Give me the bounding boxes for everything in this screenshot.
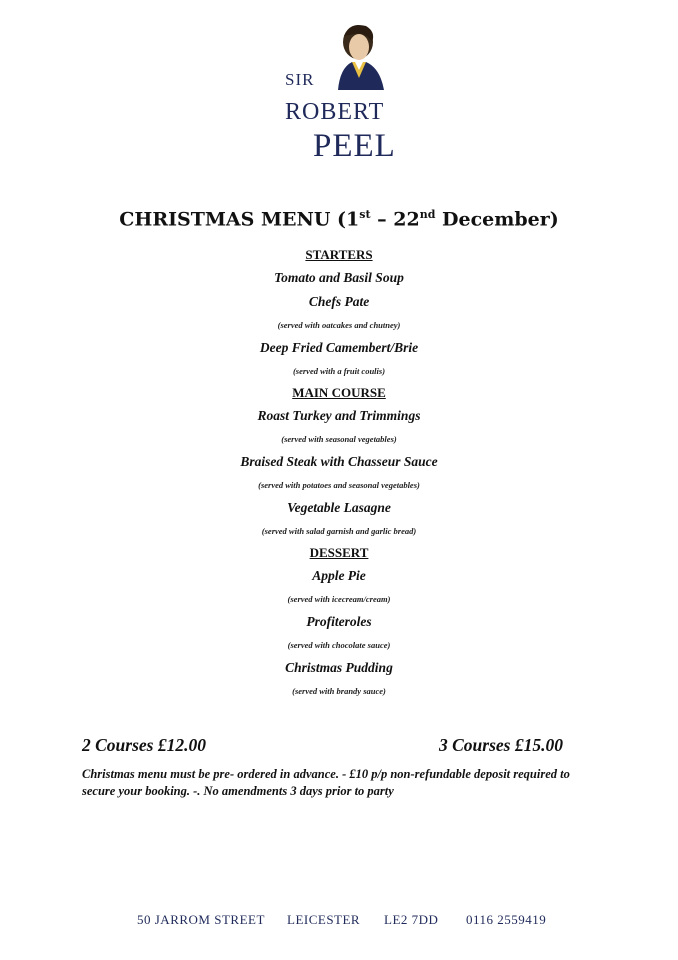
menu-title xyxy=(0,208,678,230)
menu-item: Braised Steak with Chasseur Sauce xyxy=(240,454,438,469)
logo-robert: ROBERT xyxy=(285,99,385,125)
section-heading-dessert: DESSERT xyxy=(309,545,369,560)
section-heading-main-course: MAIN COURSE xyxy=(292,385,386,400)
section-heading-starters: STARTERS xyxy=(305,247,373,262)
logo-sir: SIR xyxy=(285,70,315,89)
price-three-courses: 3 Courses £15.00 xyxy=(439,735,563,755)
menu-item-note: (served with a fruit coulis) xyxy=(292,366,386,376)
price-two-courses: 2 Courses £12.00 xyxy=(82,735,206,755)
menu-item-note: (served with icecream/cream) xyxy=(287,594,391,604)
logo-peel: PEEL xyxy=(313,128,396,164)
menu-item: Chefs Pate xyxy=(308,294,370,309)
menu-item: Christmas Pudding xyxy=(285,660,393,675)
menu-item: Vegetable Lasagne xyxy=(287,500,391,515)
menu-item-note: (served with chocolate sauce) xyxy=(287,640,391,650)
logo xyxy=(280,20,400,170)
title-end: December) xyxy=(435,208,559,231)
title-mid: – 22 xyxy=(370,208,420,231)
menu-item-note: (served with potatoes and seasonal vegetables) xyxy=(258,480,420,490)
title-sup-second: nd xyxy=(419,208,436,221)
menu-item: Apple Pie xyxy=(312,568,366,583)
menu-list xyxy=(0,244,678,702)
menu-item: Deep Fried Camembert/Brie xyxy=(259,340,419,355)
menu-item: Roast Turkey and Trimmings xyxy=(257,408,421,423)
title-sup-first: st xyxy=(359,208,371,221)
menu-item-note: (served with oatcakes and chutney) xyxy=(277,320,401,330)
menu-item-note: (served with brandy sauce) xyxy=(292,686,386,696)
booking-notice: Christmas menu must be pre- ordered in advance. - £10 p/p non-refundable deposit required to secure your booking. -. No amendments 3 days prior to party xyxy=(82,767,570,798)
footer-city: LEICESTER xyxy=(287,912,361,927)
footer-phone: 0116 2559419 xyxy=(466,912,547,927)
footer-postcode: LE2 7DD xyxy=(384,912,439,927)
menu-item: Tomato and Basil Soup xyxy=(274,270,404,285)
menu-item-note: (served with seasonal vegetables) xyxy=(281,434,397,444)
menu-item-note: (served with salad garnish and garlic bread) xyxy=(261,526,417,536)
portrait-icon xyxy=(330,20,388,90)
title-main: CHRISTMAS MENU (1 xyxy=(119,208,360,231)
footer-street: 50 JARROM STREET xyxy=(137,912,265,927)
menu-item: Profiteroles xyxy=(306,614,372,629)
